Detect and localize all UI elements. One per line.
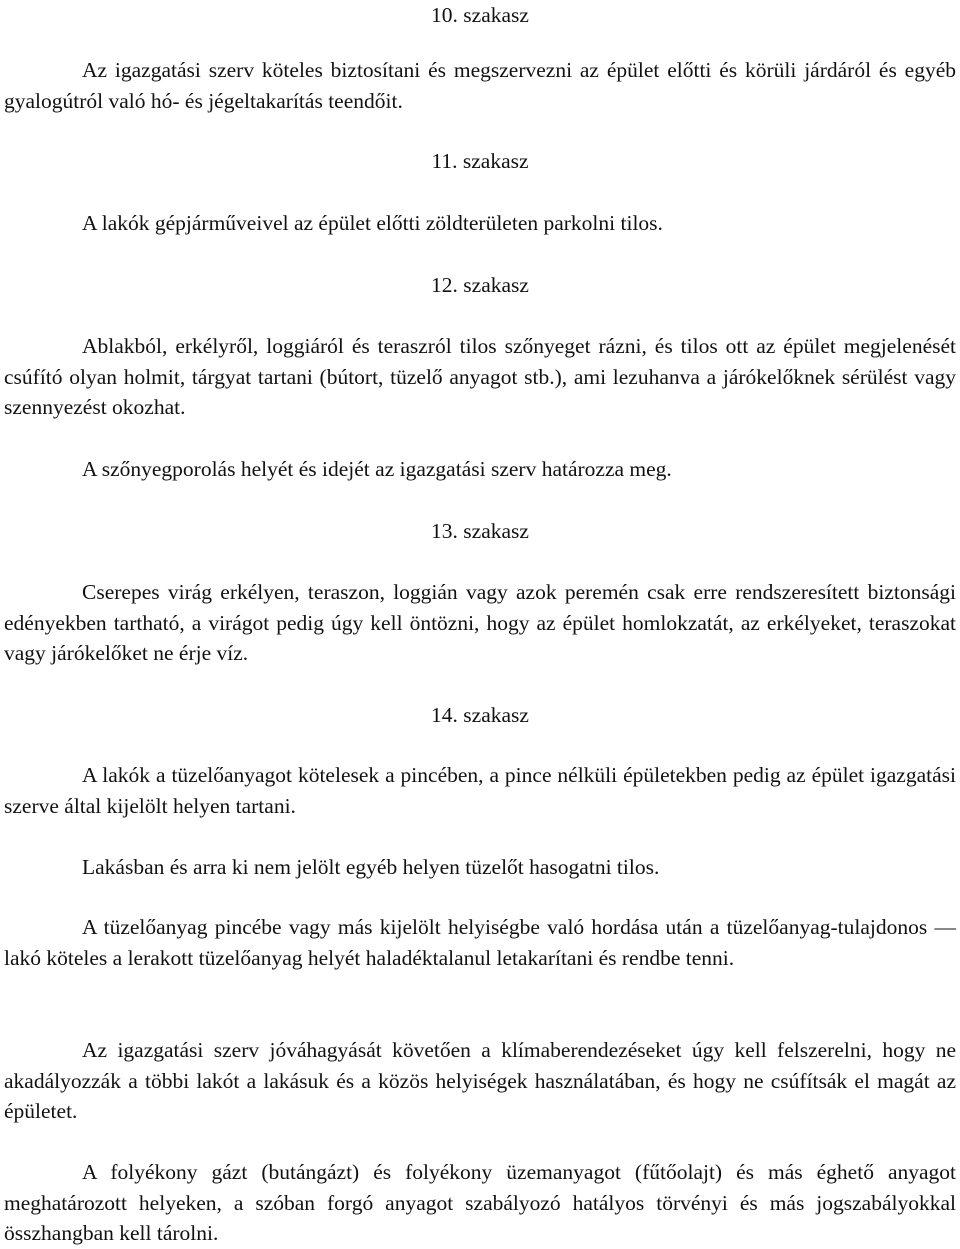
paragraph: Lakásban és arra ki nem jelölt egyéb helyen tüzelőt hasogatni tilos. bbox=[82, 855, 660, 879]
section-heading-12: 12. szakasz bbox=[431, 273, 529, 297]
paragraph: Az igazgatási szerv köteles biztosítani és megszervezni az épület előtti és körüli járdáról és egyéb gyalogútról való hó- és jégeltakarítás teendőit. bbox=[4, 58, 956, 113]
paragraph: A lakók gépjárműveivel az épület előtti zöldterületen parkolni tilos. bbox=[82, 211, 663, 235]
paragraph: Az igazgatási szerv jóváhagyását követően a klímaberendezéseket úgy kell felszerelni, hogy ne akadályozzák a többi lakót a lakásuk és a közös helyiségek használatában, és hogy ne csúfítsák el magát az épületet. bbox=[4, 1038, 956, 1123]
paragraph: Cserepes virág erkélyen, teraszon, loggián vagy azok peremén csak erre rendszeresített biztonsági edényekben tartható, a virágot pedig úgy kell öntözni, hogy az épület homlokzatát, az erkélyeket, teraszokat vagy járókelőket ne érje víz. bbox=[4, 580, 956, 665]
section-heading-11: 11. szakasz bbox=[431, 149, 529, 173]
section-heading-14: 14. szakasz bbox=[431, 703, 529, 727]
paragraph: Ablakból, erkélyről, loggiáról és teraszról tilos szőnyeget rázni, és tilos ott az épület megjelenését csúfító olyan holmit, tárgyat tartani (bútort, tüzelő anyagot stb.), ami lezuhanva a járókelőknek sérülést vagy szennyezést okozhat. bbox=[4, 334, 956, 419]
section-heading-13: 13. szakasz bbox=[431, 519, 529, 543]
section-heading-10: 10. szakasz bbox=[431, 3, 529, 27]
paragraph: A tüzelőanyag pincébe vagy más kijelölt helyiségbe való hordása után a tüzelőanyag-tulajdonos — lakó köteles a lerakott tüzelőanyag helyét haladéktalanul letakarítani és rendbe tenni. bbox=[4, 915, 956, 970]
paragraph: A folyékony gázt (butángázt) és folyékony üzemanyagot (fűtőolajt) és más éghető anyagot meghatározott helyeken, a szóban forgó anyagot szabályozó hatályos törvényi és más jogszabályokkal összhangban kell tárolni. bbox=[4, 1160, 956, 1245]
paragraph: A lakók a tüzelőanyagot kötelesek a pincében, a pince nélküli épületekben pedig az épület igazgatási szerve által kijelölt helyen tartani. bbox=[4, 763, 956, 818]
paragraph: A szőnyegporolás helyét és idejét az igazgatási szerv határozza meg. bbox=[82, 457, 672, 481]
